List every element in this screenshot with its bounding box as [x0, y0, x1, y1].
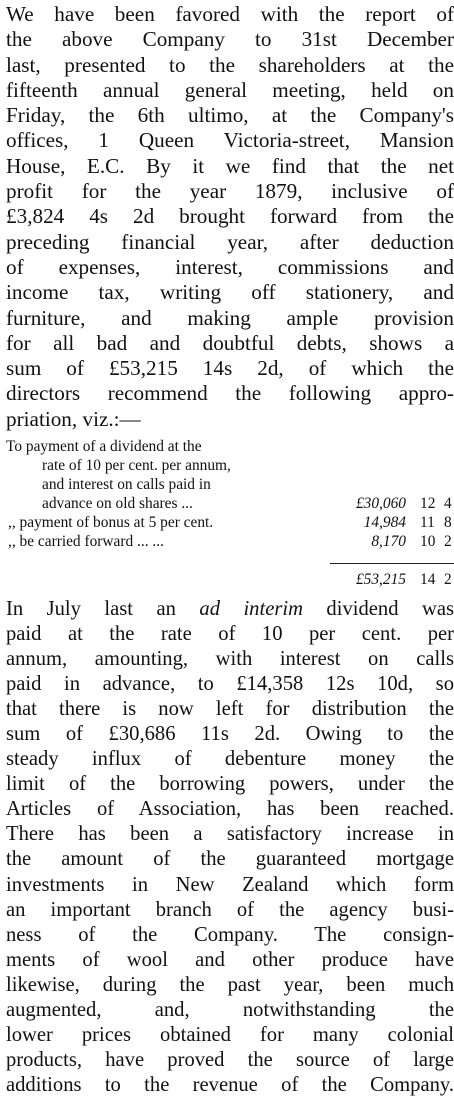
text-line: income tax, writing off stationery, and — [6, 280, 454, 305]
text-line: directors recommend the following appro- — [6, 381, 454, 406]
table-row — [6, 532, 454, 551]
amount-pounds: £30,060 — [355, 495, 406, 512]
text-line: steady influx of debenture money the — [6, 748, 454, 771]
text-line: £3,824 4s 2d brought forward from the — [6, 204, 454, 229]
text-line: sum of £53,215 14s 2d, of which the — [6, 356, 454, 381]
text-line: lower prices obtained for many colonial — [6, 1023, 454, 1046]
row-description: ,, be carried forward ... ... — [8, 533, 164, 550]
amount-pence: 4 — [444, 495, 452, 512]
text-line: for all bad and doubtful debts, shows a — [6, 330, 454, 355]
text-line: paid at the rate of 10 per cent. per — [6, 623, 454, 646]
row-description: ,, payment of bonus at 5 per cent. — [8, 514, 214, 531]
text-line: preceding financial year, after deduction — [6, 229, 454, 254]
row-description: and interest on calls paid in — [42, 476, 211, 493]
text-line: annum, amounting, with interest on calls — [6, 648, 454, 671]
text-line: ness of the Company. The consign- — [6, 923, 454, 946]
text-line: additions to the revenue of the Company. — [6, 1073, 454, 1096]
table-row — [6, 513, 454, 532]
text-line: limit of the borrowing powers, under the — [6, 773, 454, 796]
text-line: House, E.C. By it we find that the net — [6, 153, 454, 178]
amount-shillings: 11 — [420, 514, 435, 531]
amount-pence: 2 — [444, 533, 452, 550]
text-line: Friday, the 6th ultimo, at the Company's — [6, 103, 454, 128]
text-line: Articles of Association, has been reached. — [6, 798, 454, 821]
text-line: likewise, during the past year, been much — [6, 973, 454, 996]
text-line: products, have proved the source of large — [6, 1048, 454, 1071]
sum-rule — [330, 563, 454, 564]
amount-pounds: 8,170 — [371, 533, 406, 550]
text-line: of expenses, interest, commissions and — [6, 254, 454, 279]
text-line: In July last an ad interim dividend was — [6, 598, 454, 620]
text-line: an important branch of the agency busi- — [6, 898, 454, 921]
text-line: profit for the year 1879, inclusive of — [6, 179, 454, 204]
latin-phrase: ad interim — [199, 598, 303, 620]
table-row — [6, 437, 454, 456]
text-line: fifteenth annual general meeting, held on — [6, 77, 454, 102]
text-line: ments of wool and other produce have — [6, 948, 454, 971]
text-line: investments in New Zealand which form — [6, 873, 454, 896]
report-paragraph — [6, 2, 454, 432]
text-line: priation, viz.:— — [6, 406, 141, 431]
total-pence: 2 — [444, 571, 452, 588]
row-description: To payment of a dividend at the — [6, 438, 202, 455]
table-row — [6, 456, 454, 475]
table-row — [6, 494, 454, 513]
text-line: furniture, and making ample provision — [6, 305, 454, 330]
amount-shillings: 12 — [420, 495, 436, 512]
text-line: offices, 1 Queen Victoria-street, Mansion — [6, 128, 454, 153]
text-line: the above Company to 31st December — [6, 27, 454, 52]
amount-pence: 8 — [444, 514, 452, 531]
table-row — [6, 475, 454, 494]
amount-pounds: 14,984 — [363, 514, 406, 531]
dividend-paragraph — [6, 597, 454, 1098]
text-line: sum of £30,686 11s 2d. Owing to the — [6, 723, 454, 746]
text-line: paid in advance, to £14,358 12s 10d, so — [6, 673, 454, 696]
text-line: There has been a satisfactory increase in — [6, 823, 454, 846]
text-line: augmented, and, notwithstanding the — [6, 998, 454, 1021]
total-shillings: 14 — [420, 571, 436, 588]
row-description: advance on old shares ... — [42, 495, 193, 512]
text-line: that there is now left for distribution the — [6, 698, 454, 721]
text-line: We have been favored with the report of — [6, 2, 454, 26]
row-description: rate of 10 per cent. per annum, — [42, 457, 231, 474]
total-pounds: £53,215 — [355, 571, 406, 588]
text-line: last, presented to the shareholders at the — [6, 52, 454, 77]
amount-shillings: 10 — [420, 533, 436, 550]
total-row — [6, 570, 454, 589]
text-line: the amount of the guaranteed mortgage — [6, 848, 454, 871]
